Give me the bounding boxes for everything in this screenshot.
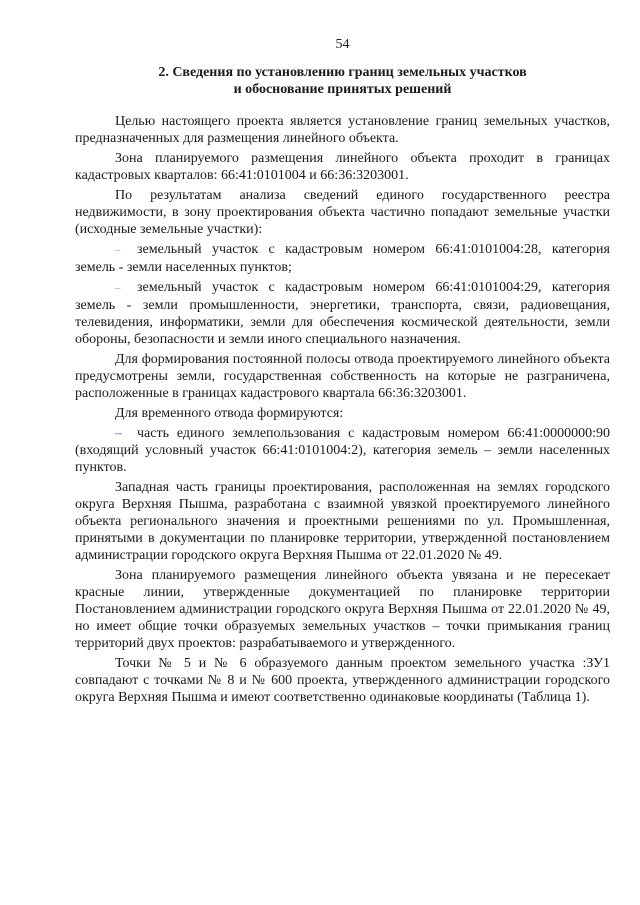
list-item xyxy=(75,425,610,476)
paragraph-red-lines: Зона планируемого размещения линейного объекта увязана и не пересекает красные линии, утвержденные документацией по планировке территории Постановлением администрации городского округа Верхняя Пышма от 22.01.2020 № 49, но имеет общие точки образуемых земельных участков – точки примыкания границ территорий двух проектов: разрабатываемого и утвержденного. xyxy=(75,568,610,651)
list-item xyxy=(75,241,610,276)
list-item-text: земельный участок с кадастровым номером 66:41:0101004:28, категория земель - земли населенных пунктов; xyxy=(75,242,610,275)
list-item-text: часть единого землепользования с кадастровым номером 66:41:0000000:90 (входящий условный участок 66:41:0101004:2), категория земель – земли населенных пунктов. xyxy=(75,426,610,475)
paragraph-temporary-allotment: Для временного отвода формируются: xyxy=(115,406,344,421)
section-heading-line-2: и обоснование принятых решений xyxy=(233,82,452,97)
paragraph-western-boundary: Западная часть границы проектирования, расположенная на землях городского округа Верхняя Пышма, разработана с взаимной увязкой проектируемого линейного объекта регионального значения и проектными решениями по ул. Промышленная, принятыми в документации по планировке территории, утвержденной постановлением администрации городского округа Верхняя Пышма от 22.01.2020 № 49. xyxy=(75,480,610,563)
list-item xyxy=(75,279,610,348)
section-heading-line-1: 2. Сведения по установлению границ земельных участков xyxy=(158,65,527,80)
dash-marker: – xyxy=(115,282,121,294)
paragraph-permanent-allotment: Для формирования постоянной полосы отвода проектируемого линейного объекта предусмотрены земли, государственная собственность на которые не разграничена, расположенные в границах кадастрового квартала 66:36:3203001. xyxy=(75,352,610,401)
dash-marker: – xyxy=(115,426,122,441)
document-page xyxy=(75,36,610,709)
page-number: 54 xyxy=(335,37,350,52)
paragraph-analysis: По результатам анализа сведений единого государственного реестра недвижимости, в зону проектирования объекта частично попадают земельные участки (исходные земельные участки): xyxy=(75,188,610,237)
paragraph-purpose: Целью настоящего проекта является установление границ земельных участков, предназначенных для размещения линейного объекта. xyxy=(75,114,610,146)
section-heading xyxy=(75,64,610,98)
dash-marker: – xyxy=(115,244,121,256)
paragraph-points: Точки № 5 и № 6 образуемого данным проектом земельного участка :ЗУ1 совпадают с точками № 8 и № 600 проекта, утвержденного администрации городского округа Верхняя Пышма и имеют соответственно одинаковые координаты (Таблица 1). xyxy=(75,656,610,705)
paragraph-zone: Зона планируемого размещения линейного объекта проходит в границах кадастровых кварталов: 66:41:0101004 и 66:36:3203001. xyxy=(75,151,610,183)
list-item-text: земельный участок с кадастровым номером 66:41:0101004:29, категория земель - земли промышленности, энергетики, транспорта, связи, радиовещания, телевидения, информатики, земли для обеспечения космической деятельности, земли обороны, безопасности и земли иного специального назначения. xyxy=(75,280,610,347)
